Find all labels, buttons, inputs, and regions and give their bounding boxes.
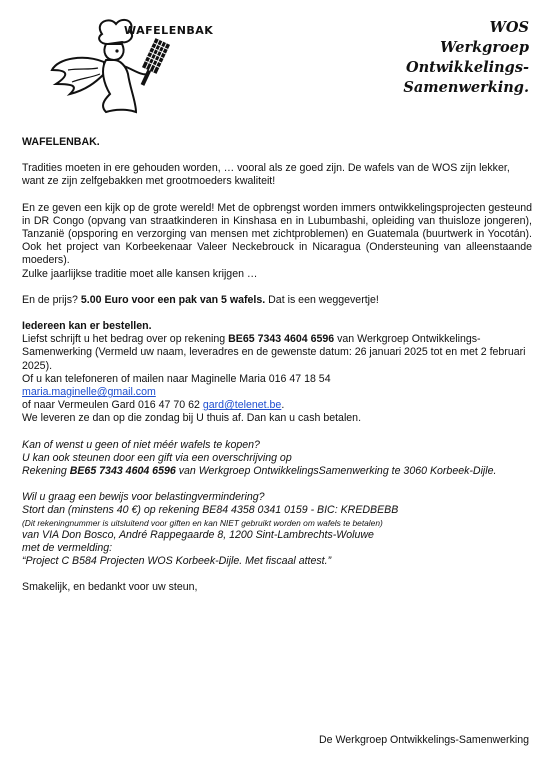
order-heading: Iedereen kan er bestellen. — [22, 320, 152, 333]
tax-address: van VIA Don Bosco, André Rappegaarde 8, 1200 Sint-Lambrechts-Woluwe — [22, 528, 374, 541]
gift-account-line — [22, 465, 532, 478]
intro-paragraph: Tradities moeten in ere gehouden worden, … vooral als ze goed zijn. De wafels van de WOS zijn lekker, want ze zijn zelfgebakken met grootmoeders kwaliteit! — [22, 162, 510, 188]
closing-line: Smakelijk, en bedankt voor uw steun, — [22, 581, 198, 594]
gift-question: Kan of wenst u geen of niet méér wafels te kopen? — [22, 438, 260, 451]
alt-contact-prefix: of naar Vermeulen Gard 016 47 70 62 — [22, 399, 200, 412]
tax-mention-label: met de vermelding: — [22, 541, 113, 554]
transfer-suffix: van Werkgroep Ontwikkelings-Samenwerking (Vermeld uw naam, leveradres en de gewenste datum: 26 januari 2025 tot en met 2 februari 2025). — [22, 333, 526, 372]
document-title: WAFELENBAK. — [22, 136, 100, 148]
gift-suffix: van Werkgroep OntwikkelingsSamenwerking te 3060 Korbeek-Dijle. — [178, 465, 497, 478]
delivery-line: We leveren ze dan op die zondag bij U thuis af. Dan kan u cash betalen. — [22, 412, 362, 425]
org-line: WOS — [489, 19, 529, 36]
wafelenbak-logo — [44, 14, 214, 114]
price-line — [22, 294, 532, 307]
organisation-name — [369, 18, 529, 98]
price-value: 5.00 Euro voor een pak van 5 wafels. — [80, 293, 266, 306]
org-line: Werkgroep — [440, 39, 529, 56]
gift-instruction: U kan ook steunen door een gift via een overschrijving op — [22, 451, 292, 464]
email-link-gard[interactable]: gard@telenet.be — [202, 399, 282, 412]
gift-account-number: BE65 7343 4604 6596 — [69, 465, 176, 478]
signature: De Werkgroep Ontwikkelings-Samenwerking — [319, 734, 529, 746]
gift-prefix: Rekening — [22, 465, 67, 478]
phone-line: Of u kan telefoneren of mailen naar Maginelle Maria 016 47 18 54 — [22, 372, 331, 385]
tax-mention-text: “Project C B584 Projecten WOS Korbeek-Dijle. Met fiscaal attest.” — [22, 555, 332, 568]
tax-instruction: Stort dan (minstens 40 €) op rekening BE84 4358 0341 0159 - BIC: KREDBEBB — [22, 504, 399, 517]
letter-body — [22, 136, 532, 594]
org-line: Ontwikkelings- — [405, 59, 529, 76]
transfer-instructions — [22, 333, 532, 373]
account-number: BE65 7343 4604 6596 — [228, 333, 335, 346]
logo-text: WAFELENBAK — [124, 24, 214, 37]
alt-contact-suffix: . — [281, 399, 285, 412]
price-suffix: Dat is een weggevertje! — [268, 293, 379, 306]
price-prefix: En de prijs? — [22, 293, 78, 306]
projects-paragraph: En ze geven een kijk op de grote wereld! Met de opbrengst worden immers ontwikkelingsprojecten gesteund in DR Congo (opvang van straatkinderen in Kinshasa en in Lubumbashi, opleiding van thuisloze jongeren), Tanzanië (opsporing en verzorging van mensen met zichtproblemen) en Guatemala (buurtwerk in Yocotán). Ook het project van Korbeekenaar Valeer Neckebrouck in Nicaragua (Ondersteuning van alleenstaande moeders). — [22, 201, 532, 267]
transfer-prefix: Liefst schrijft u het bedrag over op rekening — [22, 333, 226, 346]
email-link-maria[interactable]: maria.maginelle@gmail.com — [22, 386, 156, 399]
alt-contact-line — [22, 399, 532, 412]
tradition-line: Zulke jaarlijkse traditie moet alle kansen krijgen … — [22, 267, 258, 280]
tax-question: Wil u graag een bewijs voor belastingvermindering? — [22, 491, 265, 504]
org-line: Samenwerking. — [403, 79, 529, 96]
tax-note: (Dit rekeningnummer is uitsluitend voor giften en kan NIET gebruikt worden om wafels te betalen) — [22, 517, 383, 528]
